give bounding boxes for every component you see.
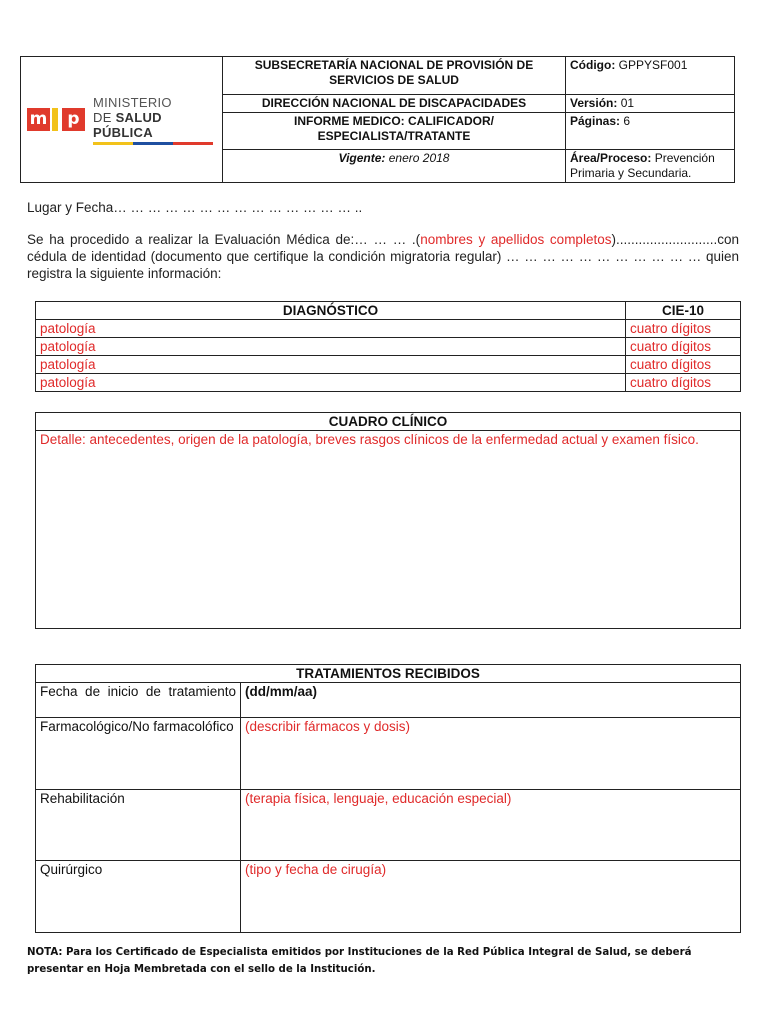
tratamientos-header: TRATAMIENTOS RECIBIDOS (36, 665, 741, 683)
org-line: SUBSECRETARÍA NACIONAL DE PROVISIÓN DE SERVICIOS DE SALUD (223, 57, 566, 95)
fecha-inicio-value[interactable]: (dd/mm/aa) (241, 683, 741, 718)
cie10-cell[interactable]: cuatro dígitos (626, 374, 741, 392)
farmacologico-label: Farmacológico/No farmacolófico (36, 718, 241, 790)
table-row (36, 320, 741, 338)
table-row (36, 374, 741, 392)
flag-stripe (93, 142, 213, 145)
diagnostico-header: DIAGNÓSTICO (36, 302, 626, 320)
logo-m: m (27, 108, 50, 131)
cuadro-clinico-table (35, 412, 741, 629)
cuadro-clinico-header: CUADRO CLÍNICO (36, 413, 741, 431)
cie10-cell[interactable]: cuatro dígitos (626, 320, 741, 338)
nombres-placeholder: nombres y apellidos completos (420, 232, 612, 247)
footer-note: NOTA: Para los Certificado de Especialista emitidos por Instituciones de la Red Pública Integral de Salud, se deberá presentar en Hoja Membretada con el sello de la Institución. (27, 947, 692, 975)
table-row (36, 790, 741, 861)
table-row (36, 718, 741, 790)
table-row (36, 861, 741, 933)
version-field: Versión: 01 (566, 95, 735, 113)
logo-text (93, 95, 222, 145)
vigente-field: Vigente: enero 2018 (223, 150, 566, 183)
table-row (36, 683, 741, 718)
direction-line: DIRECCIÓN NACIONAL DE DISCAPACIDADES (223, 95, 566, 113)
paginas-field: Páginas: 6 (566, 113, 735, 150)
fecha-inicio-label: Fecha de inicio de tratamiento (36, 683, 241, 718)
diagnostico-cell[interactable]: patología (36, 374, 626, 392)
cie10-header: CIE-10 (626, 302, 741, 320)
lugar-fecha: Lugar y Fecha… … … … … … … … … … … … … … .. (27, 200, 363, 215)
intro-paragraph: Se ha procedido a realizar la Evaluación Médica de:… … … .(nombres y apellidos completos)...........................con cédula de identidad (documento que certifique la condición migratoria regular) … … … … … … … … … … … quien registra la siguiente información: (27, 232, 740, 281)
codigo-field: Código: GPPYSF001 (566, 57, 735, 95)
table-row (36, 356, 741, 374)
farmacologico-value[interactable]: (describir fármacos y dosis) (241, 718, 741, 790)
diagnostico-cell[interactable]: patología (36, 320, 626, 338)
logo-line2: DE SALUD PÚBLICA (93, 109, 162, 140)
quirurgico-label: Quirúrgico (36, 861, 241, 933)
area-field: Área/Proceso: Prevención Primaria y Secundaria. (566, 150, 735, 183)
logo-cell (21, 57, 223, 183)
diagnostico-table (35, 301, 741, 392)
table-row (36, 338, 741, 356)
logo-p: p (62, 108, 85, 131)
rehabilitacion-label: Rehabilitación (36, 790, 241, 861)
msp-logo-mark (27, 108, 85, 131)
report-title: INFORME MEDICO: CALIFICADOR/ ESPECIALISTA/TRATANTE (223, 113, 566, 150)
tratamientos-table (35, 664, 741, 933)
rehabilitacion-value[interactable]: (terapia física, lenguaje, educación especial) (241, 790, 741, 861)
diagnostico-cell[interactable]: patología (36, 356, 626, 374)
cie10-cell[interactable]: cuatro dígitos (626, 338, 741, 356)
document-header (20, 56, 735, 183)
msp-logo (21, 95, 222, 145)
cie10-cell[interactable]: cuatro dígitos (626, 356, 741, 374)
diagnostico-cell[interactable]: patología (36, 338, 626, 356)
cuadro-clinico-detail[interactable]: Detalle: antecedentes, origen de la patología, breves rasgos clínicos de la enfermedad actual y examen físico. (36, 431, 741, 629)
logo-s-bar (52, 108, 58, 131)
logo-line1: MINISTERIO (93, 94, 172, 110)
quirurgico-value[interactable]: (tipo y fecha de cirugía) (241, 861, 741, 933)
